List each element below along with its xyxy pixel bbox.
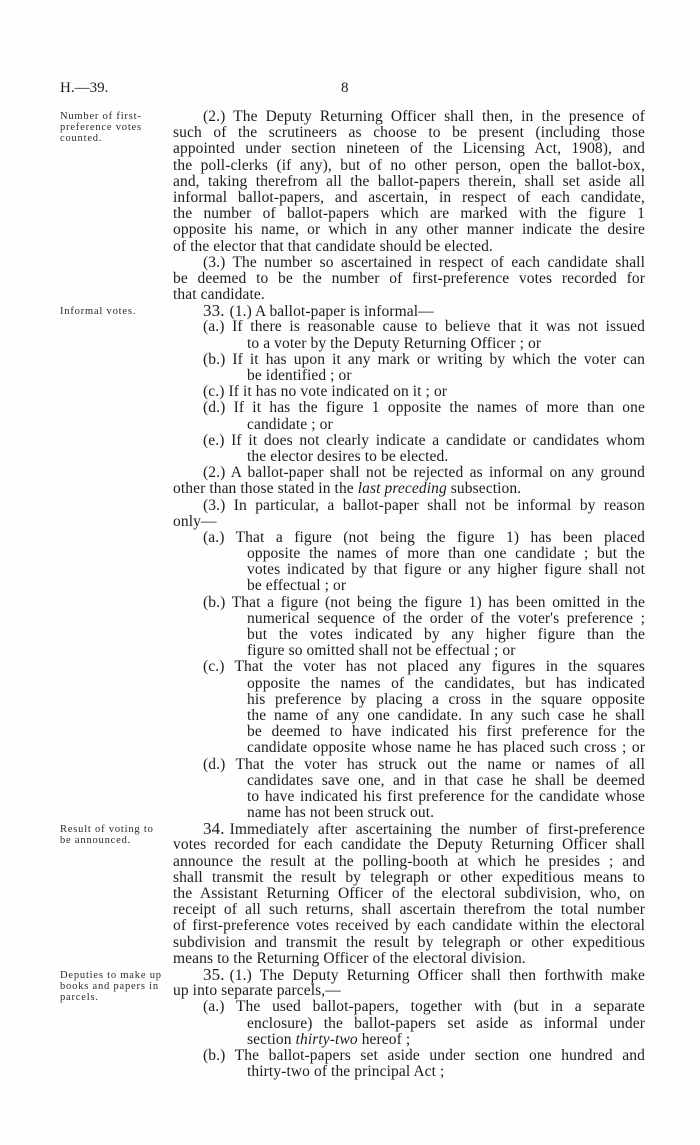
text-line-segment: (1.) The Deputy Returning Officer shall then forthwith make bbox=[229, 966, 645, 984]
text-line: but the votes indicated by any higher figure than the bbox=[247, 626, 645, 643]
document-reference: H.—39. bbox=[60, 80, 109, 96]
margin-note-line: Number of first- bbox=[60, 111, 142, 122]
margin-note-line: Deputies to make up bbox=[60, 970, 162, 981]
text-line: name has not been struck out. bbox=[247, 804, 435, 822]
text-line: the name of any one candidate. In any such case he shall bbox=[247, 706, 645, 724]
margin-note-line: be announced. bbox=[60, 835, 132, 846]
text-line: opposite his name, or which in any other manner indicate the desire bbox=[173, 221, 645, 239]
text-line: candidates save one, and in that case he shall be deemed bbox=[247, 771, 645, 789]
text-line: be deemed to have indicated his first preference for the bbox=[247, 723, 645, 741]
text-line-segment: (1.) A ballot-paper is informal— bbox=[229, 303, 434, 321]
text-line: the number of ballot-papers which are marked with the figure 1 bbox=[173, 205, 645, 223]
text-line: (e.) If it does not clearly indicate a candidate or candidates whom bbox=[203, 431, 645, 449]
text-line bbox=[173, 481, 645, 497]
text-line: (b.) If it has upon it any mark or writing by which the voter can bbox=[203, 350, 645, 368]
margin-note-line: Informal votes. bbox=[60, 306, 137, 317]
text-line: to a voter by the Deputy Returning Officer ; or bbox=[247, 334, 542, 352]
body-text bbox=[173, 109, 645, 1080]
text-line-segment: subsection. bbox=[446, 480, 522, 498]
text-line: receipt of all such returns, shall ascertain therefrom the total number bbox=[173, 901, 645, 919]
text-line: figure so omitted shall not be effectual ; or bbox=[247, 642, 516, 660]
text-line: the poll-clerks (if any), but of no other person, open the ballot-box, bbox=[173, 156, 645, 174]
text-line: (d.) If it has the figure 1 opposite the names of more than one bbox=[203, 399, 645, 417]
text-line: informal ballot-papers, and ascertain, in respect of each candidate, bbox=[173, 188, 645, 206]
italic-text: thirty-two bbox=[295, 1030, 358, 1048]
text-line: subdivision and transmit the result by telegraph or other expeditious bbox=[173, 933, 645, 951]
text-line: candidate ; or bbox=[247, 415, 333, 433]
text-line: opposite the names of more than one candidate ; but the bbox=[247, 545, 645, 563]
section-number: 34. bbox=[203, 819, 225, 839]
text-line: (3.) In particular, a ballot-paper shall not be informal by reason bbox=[203, 496, 645, 514]
text-line: enclosure) the ballot-papers set aside as informal under bbox=[247, 1014, 645, 1032]
margin-note bbox=[60, 306, 170, 317]
margin-note-line: counted. bbox=[60, 133, 103, 144]
margin-note bbox=[60, 970, 170, 1003]
text-line: the Assistant Returning Officer of the electoral subdivision, who, on bbox=[173, 885, 645, 902]
text-line: numerical sequence of the order of the voter's preference ; bbox=[247, 609, 645, 627]
page-number: 8 bbox=[341, 80, 349, 96]
text-line bbox=[173, 303, 645, 319]
text-line: that candidate. bbox=[173, 286, 265, 304]
section-number: 35. bbox=[203, 964, 225, 984]
section-number: 33. bbox=[203, 301, 225, 321]
text-line: shall transmit the result by telegraph or other expeditious means to bbox=[173, 868, 645, 886]
text-line: (c.) If it has no vote indicated on it ; or bbox=[203, 383, 448, 401]
margin-note-line: Result of voting to bbox=[60, 824, 154, 835]
text-line: thirty-two of the principal Act ; bbox=[247, 1063, 445, 1081]
text-line: (2.) A ballot-paper shall not be rejected as informal on any ground bbox=[203, 464, 645, 482]
text-line: (b.) That a figure (not being the figure 1) has been omitted in the bbox=[203, 593, 645, 611]
text-line-segment: other than those stated in the bbox=[173, 480, 358, 498]
margin-note-line: books and papers in bbox=[60, 981, 159, 992]
text-line: up into separate parcels,— bbox=[173, 982, 341, 1000]
text-line-segment: hereof ; bbox=[357, 1030, 411, 1048]
text-line: such of the scrutineers as choose to be present (including those bbox=[173, 124, 645, 142]
text-line: (a.) If there is reasonable cause to believe that it was not issued bbox=[203, 318, 645, 336]
margin-note bbox=[60, 111, 170, 144]
text-line: his preference by placing a cross in the square opposite bbox=[247, 690, 645, 708]
text-line: be deemed to be the number of first-preference votes recorded for bbox=[173, 269, 645, 287]
text-line: votes recorded for each candidate the Deputy Returning Officer shall bbox=[173, 836, 645, 854]
text-line: candidate opposite whose name he has placed such cross ; or bbox=[247, 739, 645, 757]
text-line: appointed under section nineteen of the Licensing Act, 1908), and bbox=[173, 140, 645, 158]
text-line: of first-preference votes received by each candidate within the electoral bbox=[173, 917, 645, 935]
margin-note bbox=[60, 824, 170, 846]
italic-text: last preceding bbox=[357, 480, 447, 498]
margin-note-line: parcels. bbox=[60, 992, 99, 1003]
text-line: (d.) That the voter has struck out the name or names of all bbox=[203, 755, 645, 773]
margin-note-line: preference votes bbox=[60, 122, 142, 133]
text-line: (3.) The number so ascertained in respect of each candidate shall bbox=[203, 253, 645, 271]
text-line bbox=[173, 821, 645, 837]
text-line: means to the Returning Officer of the electoral division. bbox=[173, 949, 526, 967]
text-line: be effectual ; or bbox=[247, 577, 347, 595]
text-line: to have indicated his first preference for the candidate whose bbox=[247, 787, 645, 805]
text-line: (a.) That a figure (not being the figure 1) has been placed bbox=[203, 528, 645, 546]
text-line: of the elector that that candidate should be elected. bbox=[173, 237, 493, 255]
text-line: and, taking therefrom all the ballot-papers therein, shall set aside all bbox=[173, 172, 645, 190]
text-line bbox=[173, 1032, 645, 1048]
text-line: announce the result at the polling-booth at which he presides ; and bbox=[173, 852, 645, 870]
text-line: be identified ; or bbox=[247, 367, 352, 384]
text-line: votes indicated by that figure or any higher figure shall not bbox=[247, 561, 645, 579]
text-line: opposite the names of the candidates, but has indicated bbox=[247, 674, 645, 692]
text-line: (c.) That the voter has not placed any figures in the squares bbox=[203, 658, 645, 676]
text-line: (b.) The ballot-papers set aside under section one hundred and bbox=[203, 1046, 645, 1064]
text-line-segment: section bbox=[247, 1030, 296, 1048]
text-line: (2.) The Deputy Returning Officer shall then, in the presence of bbox=[203, 108, 645, 125]
text-line: only— bbox=[173, 512, 217, 530]
text-line: the elector desires to be elected. bbox=[247, 447, 449, 465]
text-line bbox=[173, 964, 645, 984]
text-line: (a.) The used ballot-papers, together with (but in a separate bbox=[203, 998, 645, 1016]
text-line-segment: Immediately after ascertaining the number of first-preference bbox=[229, 821, 645, 839]
